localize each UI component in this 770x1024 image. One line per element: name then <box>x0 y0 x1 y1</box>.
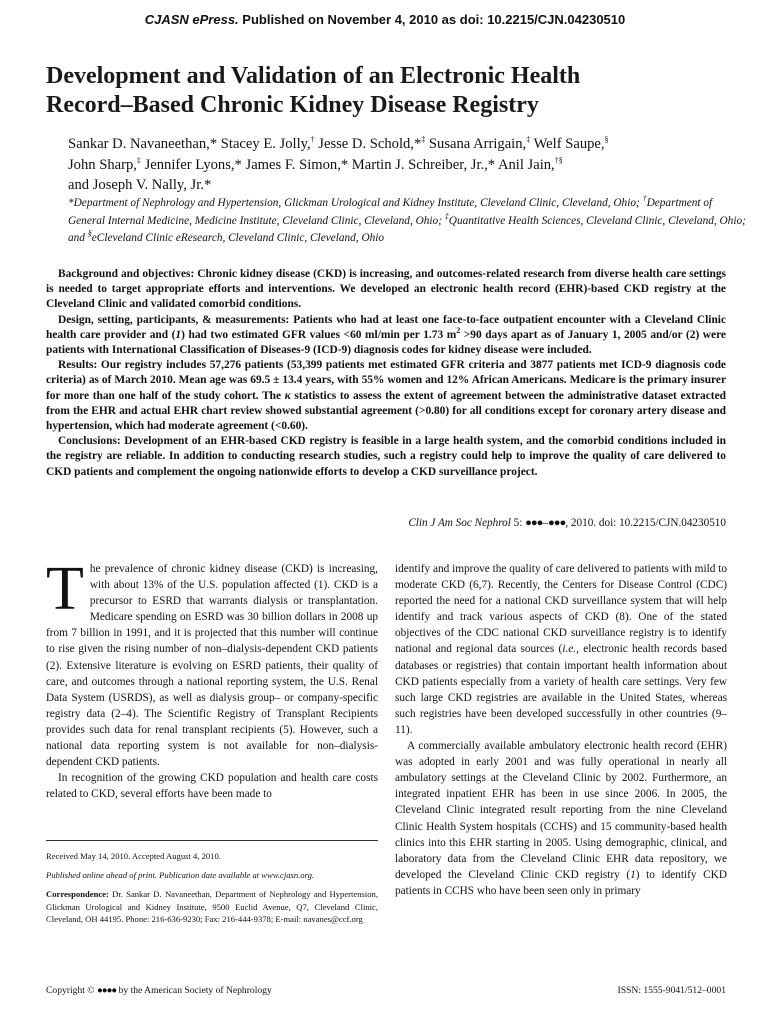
author: John Sharp,‡ <box>68 155 141 173</box>
author: Martin J. Schreiber, Jr.,* <box>351 156 496 173</box>
author-list <box>68 134 748 196</box>
drop-cap: T <box>46 555 84 623</box>
author: Susana Arrigain,‡ <box>428 135 531 152</box>
abstract <box>46 267 726 480</box>
received-dates: Received May 14, 2010. Accepted August 4, 2010. <box>46 851 221 861</box>
publication-info: Published on November 4, 2010 as doi: 10.2215/CJN.04230510 <box>238 12 626 27</box>
correspondence: Correspondence: Dr. Sankar D. Navaneethan, Department of Nephrology and Hypertension, Glickman Urological and Kidney Institute, 9500 Euclid Avenue, Q7, Cleveland Clinic, Cleveland, OH 44195. Phone: 216-636-9230; Fax: 216-444-9378; E-mail: navanes@ccf.org <box>46 889 378 924</box>
abstract-background: Background and objectives: Chronic kidney disease (CKD) is increasing, and outcomes-related research from diverse health care settings is needed to target appropriate efforts and interventions. We developed an electronic health record (EHR)-based CKD registry at the Cleveland Clinic and validated comorbid conditions. <box>46 268 726 311</box>
publication-note: Published online ahead of print. Publication date available at www.cjasn.org. <box>46 870 315 881</box>
footnotes <box>46 850 378 932</box>
article-title <box>46 62 726 120</box>
author: Stacey E. Jolly,† <box>220 135 315 152</box>
journal-header <box>0 12 770 27</box>
abstract-design: Design, setting, participants, & measurements: Patients who had at least one face-to-face outpatient encounter with a Cleveland Clinic health care provider and (1) had two estimated GFR values <60 ml/min per 1.73 $m^2 >90$ days apart as of January 1, 2005 and/or (2) were patients with International Classification of Diseases-9 (ICD-9) diagnosis codes for kidney disease were included. <box>46 313 726 357</box>
issn: ISSN: 1555-9041/512–0001 <box>617 985 726 996</box>
journal-name: CJASN ePress. <box>144 12 239 27</box>
author: Jesse D. Schold,*‡ <box>318 135 426 152</box>
affiliations: *Department of Nephrology and Hypertension, Glickman Urological and Kidney Institute, Cleveland Clinic, Cleveland, Ohio; †Department of General Internal Medicine, Medicine Institute, Cleveland Clinic, Cleveland, Ohio; ‡Quantitative Health Sciences, Cleveland Clinic, Cleveland, Ohio; and §eCleveland Clinic eResearch, Cleveland Clinic, Cleveland, Ohio <box>68 194 746 244</box>
author: Sankar D. Navaneethan,* <box>68 136 218 152</box>
author: Anil Jain,†§ <box>497 155 563 173</box>
author: and Joseph V. Nally, Jr.* <box>68 177 212 193</box>
author: James F. Simon,* <box>245 156 349 173</box>
footnote-divider <box>46 840 378 841</box>
author: Jennifer Lyons,* <box>144 156 242 173</box>
abstract-conclusions: Conclusions: Development of an EHR-based CKD registry is feasible in a large health system, and the comorbid conditions included in the registry are reliable. In addition to conducting research studies, such a registry could help to improve the quality of care delivered to CKD patients and complement the ongoing nationwide efforts to develop a CKD surveillance project. <box>46 435 726 478</box>
intro-paragraph-2: In recognition of the growing CKD population and health care costs related to CKD, several efforts have been made to <box>46 772 378 801</box>
author: Welf Saupe,§ <box>533 135 609 152</box>
copyright-notice: Copyright © ●●●● by the American Society of Nephrology <box>46 985 272 996</box>
intro-paragraph-4: A commercially available ambulatory electronic health record (EHR) was adopted in early 2001 and was fully operational in nearly all ambulatory settings at the Cleveland Clinic by 2002. Furthermore, an integrated inpatient EHR has been in use since 2006. In 2005, the Cleveland Clinic integrated result reporting from the nine Cleveland Clinic Health System hospitals (CCHS) and 15 community-based health clinics into this EHR starting in 2005. Using demographic, clinical, and laboratory data from the Cleveland Clinic EHR data repository, we developed the Cleveland Clinic CKD registry (1) to identify CKD patients in CCHS who have been seen only in primary <box>395 740 727 897</box>
intro-paragraph-3: identify and improve the quality of care delivered to patients with mild to moderate CKD (6,7). Recently, the Centers for Disease Control (CDC) reported the need for a national CKD surveillance system that will help identify and track various aspects of CKD (8). One of the stated objectives of the CDC national CKD surveillance registry is to identify national and regional data sources (i.e., electronic health records based databases or registries) that contain important health information about CKD patients especially from a variety of health care settings. Very few such large CKD registries are available in the United States, whereas such registries have been developed successfully in other countries (9–11). <box>395 563 727 736</box>
intro-paragraph-1: The prevalence of chronic kidney disease (CKD) is increasing, with about 13% of the U.S. population affected (1). CKD is a precursor to ESRD that warrants dialysis or transplantation. Medicare spending on ESRD was 30 billion dollars in 2008 up from 7 billion in 1991, and it is projected that this number will continue to rise given the rising number of non–dialysis-dependent CKD patients (2). Extensive literature is evolving on ESRD patients, their quality of care, and outcomes through a national reporting system, the U.S. Renal Data System (USRDS), as well as dialysis group– or company-specific registry data (2–4). The Scientific Registry of Transplant Recipients provides such data for renal transplant recipients (5). However, such a national data reporting system is not available for non–dialysis-dependent CKD patients. <box>46 555 378 769</box>
title-line-1: Development and Validation of an Electronic Health <box>46 63 581 89</box>
citation-line: Clin J Am Soc Nephrol 5: ●●●–●●●, 2010. doi: 10.2215/CJN.04230510 <box>408 517 726 529</box>
title-line-2: Record–Based Chronic Kidney Disease Registry <box>46 92 539 118</box>
body-column-left <box>46 555 378 802</box>
body-column-right <box>395 561 727 899</box>
abstract-results: Results: Our registry includes 57,276 patients (53,399 patients met estimated GFR criteria and 3877 patients met ICD-9 diagnosis code criteria) as of March 2010. Mean age was 69.5 ± 13.4 years, with 55% women and 12% African Americans. Medicare is the primary insurer for more than one half of the study cohort. The κ statistics to assess the extent of agreement between the administrative dataset extracted from the EHR and actual EHR chart review showed substantial agreement (>0.80) for all conditions except for coronary artery disease and hypertension, which had moderate agreement (<0.60). <box>46 359 726 433</box>
